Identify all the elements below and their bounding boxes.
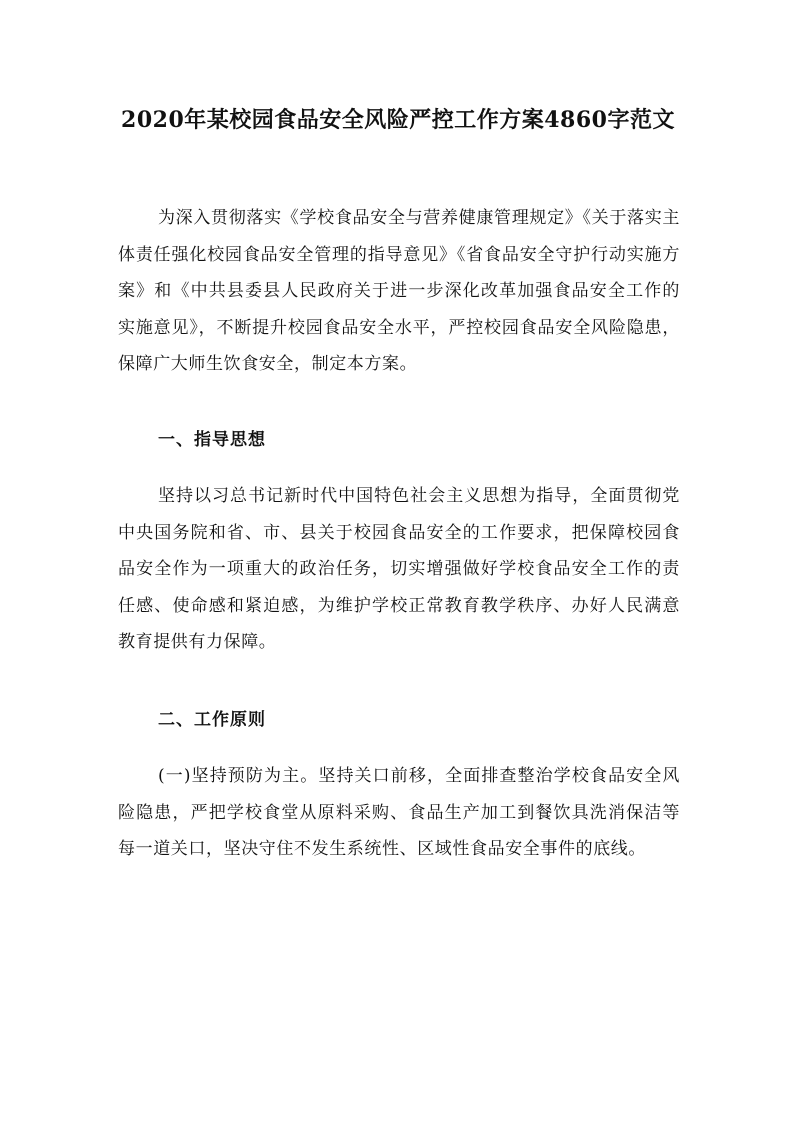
section-heading-working-principles: 二、工作原则: [158, 710, 266, 730]
section-heading-guiding-ideology: 一、指导思想: [158, 430, 266, 450]
intro-paragraph: 为深入贯彻落实《学校食品安全与营养健康管理规定》《关于落实主体责任强化校园食品安全管理的指导意见》《省食品安全守护行动实施方案》和《中共县委县人民政府关于进一步深化改革加强食品安全工作的实施意见》，不断提升校园食品安全水平，严控校园食品安全风险隐患，保障广大师生饮食安全，制定本方案。: [118, 208, 680, 375]
document-title: 2020年某校园食品安全风险严控工作方案4860字范文: [121, 107, 675, 133]
section-body-working-principles: (一)坚持预防为主。坚持关口前移，全面排查整治学校食品安全风险隐患，严把学校食堂从原料采购、食品生产加工到餐饮具洗消保洁等每一道关口，坚决守住不发生系统性、区域性食品安全事件的底线。: [118, 766, 680, 860]
section-body-guiding-ideology: 坚持以习总书记新时代中国特色社会主义思想为指导，全面贯彻党中央国务院和省、市、县关于校园食品安全的工作要求，把保障校园食品安全作为一项重大的政治任务，切实增强做好学校食品安全工作的责任感、使命感和紧迫感，为维护学校正常教育教学秩序、办好人民满意教育提供有力保障。: [118, 486, 680, 653]
